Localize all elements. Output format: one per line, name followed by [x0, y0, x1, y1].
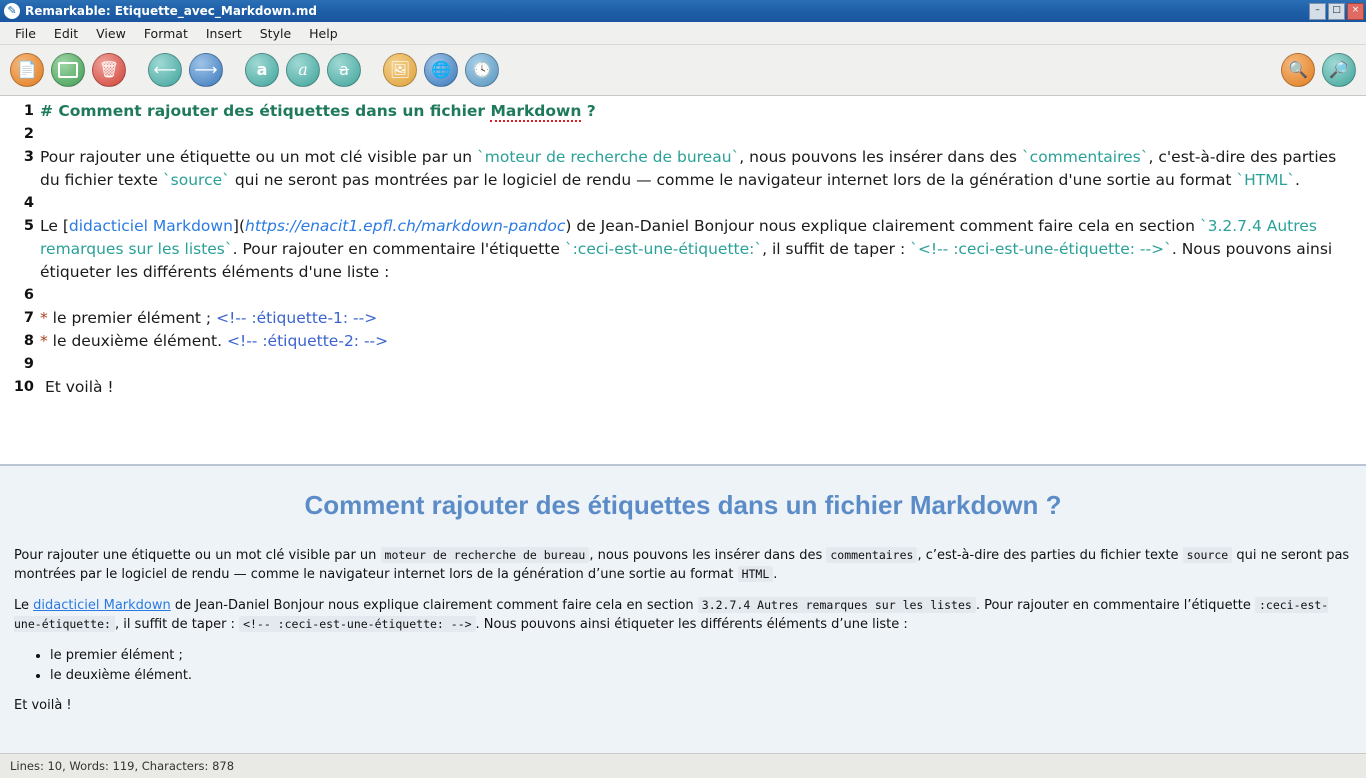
letter-a-strike-icon: a	[339, 60, 349, 79]
text-run: , c'est-à-dire des parties du fichier texte	[40, 148, 1342, 189]
line-content-6[interactable]	[40, 284, 1358, 307]
editor-line	[0, 146, 1366, 192]
close-button[interactable]: ×	[1347, 3, 1364, 20]
inline-code: :ceci-est-une-étiquette:	[14, 597, 1329, 631]
preview-list	[14, 646, 1352, 685]
editor-line	[0, 100, 1366, 123]
menu-help[interactable]: Help	[309, 25, 338, 41]
inline-code: moteur de recherche de bureau	[381, 547, 590, 563]
menu-view[interactable]: View	[96, 25, 126, 41]
text-run: .	[1295, 171, 1300, 189]
text-run: . Nous pouvons ainsi étiqueter les différents éléments d'une liste :	[40, 240, 1338, 281]
insert-image-button[interactable]	[383, 53, 417, 87]
inline-code: `HTML`	[1236, 171, 1295, 189]
line-content-7[interactable]	[40, 307, 1358, 330]
text-run: . Nous pouvons ainsi étiqueter les différents éléments d’une liste :	[475, 616, 908, 632]
line-content-9[interactable]	[40, 353, 1358, 376]
line-number: 5	[23, 218, 34, 234]
status-bar	[0, 753, 1366, 778]
heading-text: # Comment rajouter des étiquettes dans un fichier	[40, 102, 491, 120]
redo-button[interactable]	[189, 53, 223, 87]
strikethrough-button[interactable]	[327, 53, 361, 87]
menu-style[interactable]: Style	[259, 25, 292, 41]
document-icon: 📄	[17, 60, 37, 79]
preview-paragraph-2	[14, 597, 1352, 635]
toolbar	[0, 45, 1366, 96]
misspelled-word: Markdown	[490, 102, 582, 120]
text-run: de Jean-Daniel Bonjour nous explique clairement comment faire cela en section	[170, 597, 698, 613]
text-run: , il suffit de taper :	[114, 616, 240, 632]
html-comment: <!-- :étiquette-2: -->	[227, 332, 389, 350]
inline-code: `3.2.7.4 Autres remarques sur les listes`	[40, 217, 1322, 258]
editor-line	[0, 284, 1366, 307]
zoom-in-button[interactable]	[1322, 53, 1356, 87]
editor-line	[0, 307, 1366, 330]
insert-link-button[interactable]	[424, 53, 458, 87]
undo-button[interactable]	[148, 53, 182, 87]
letter-a-bold-icon: a	[256, 60, 268, 79]
html-comment: <!-- :étiquette-1: -->	[216, 309, 378, 327]
text-run: . Pour rajouter en commentaire l’étiquette	[975, 597, 1255, 613]
clock-icon: 🕓	[472, 60, 492, 79]
text-run: , nous pouvons les insérer dans des	[739, 148, 1022, 166]
text-run: . Pour rajouter en commentaire l'étiquette	[232, 240, 565, 258]
inline-code: 3.2.7.4 Autres remarques sur les listes	[698, 597, 976, 613]
delete-button[interactable]	[92, 53, 126, 87]
line-number: 3	[23, 149, 34, 165]
image-icon: 🖼	[389, 60, 411, 79]
text-run: Le [	[40, 217, 69, 235]
text-run: .	[773, 566, 778, 582]
menu-edit[interactable]: Edit	[53, 25, 79, 41]
menu-bar	[0, 22, 1366, 45]
editor-line	[0, 192, 1366, 215]
text-run: Pour rajouter une étiquette ou un mot clé visible par un	[40, 148, 478, 166]
text-run: ](	[232, 217, 246, 235]
text-run: qui ne seront pas montrées par le logiciel de rendu — comme le navigateur internet lors de la génération d'une sortie au format	[229, 171, 1237, 189]
inline-code: `<!-- :ceci-est-une-étiquette: -->`	[910, 240, 1172, 258]
bold-button[interactable]	[245, 53, 279, 87]
markdown-editor[interactable]	[0, 96, 1366, 464]
line-content-1[interactable]	[40, 100, 1358, 123]
window-title: Remarkable: Etiquette_avec_Markdown.md	[25, 4, 317, 18]
line-content-5[interactable]	[40, 215, 1358, 284]
link-url: https://enacit1.epfl.ch/markdown-pandoc	[245, 217, 566, 235]
maximize-button[interactable]: □	[1328, 3, 1345, 20]
italic-button[interactable]	[286, 53, 320, 87]
preview-paragraph-1	[14, 547, 1352, 585]
zoom-in-icon: 🔎	[1329, 60, 1349, 79]
text-run: , c’est-à-dire des parties du fichier texte	[917, 548, 1183, 563]
editor-line	[0, 123, 1366, 146]
editor-line	[0, 215, 1366, 284]
open-folder-button[interactable]	[51, 53, 85, 87]
text-run: Le	[14, 597, 34, 613]
window-controls	[1309, 3, 1364, 20]
line-number: 1	[23, 103, 34, 119]
arrow-right-icon: ⟶	[194, 60, 218, 79]
app-icon: ✎	[4, 3, 20, 19]
list-bullet: *	[40, 309, 48, 327]
editor-line	[0, 376, 1366, 399]
zoom-out-icon: 🔍	[1288, 60, 1308, 79]
new-document-button[interactable]	[10, 53, 44, 87]
inline-code: <!-- :ceci-est-une-étiquette: -->	[239, 616, 475, 632]
line-number: 10	[13, 379, 34, 395]
line-number: 9	[23, 356, 34, 372]
text-run: le deuxième élément.	[47, 332, 227, 350]
list-bullet: *	[40, 332, 48, 350]
line-content-2[interactable]	[40, 123, 1358, 146]
zoom-out-button[interactable]	[1281, 53, 1315, 87]
inline-code: commentaires	[826, 547, 917, 563]
text-run: Et voilà !	[44, 378, 114, 396]
letter-a-italic-icon: a	[298, 60, 308, 79]
text-run: , nous pouvons les insérer dans des	[589, 548, 827, 563]
menu-format[interactable]: Format	[143, 25, 188, 41]
line-number: 4	[23, 195, 34, 211]
link-label: didacticiel Markdown	[68, 217, 233, 235]
text-run: , il suffit de taper :	[762, 240, 906, 258]
line-number: 7	[23, 310, 34, 326]
title-bar	[0, 0, 1366, 22]
line-number: 2	[23, 126, 34, 142]
preview-paragraph-3: Et voilà !	[14, 698, 72, 714]
text-run: qui ne seront pas montrées par le logiciel de rendu — comme le navigateur internet lors de la génération d’une sortie au format	[14, 548, 1350, 582]
arrow-left-icon: ⟵	[153, 60, 177, 79]
trash-icon: 🗑	[98, 60, 120, 79]
text-run: Pour rajouter une étiquette ou un mot clé visible par un	[14, 548, 381, 563]
inline-code: `source`	[162, 171, 230, 189]
menu-insert[interactable]: Insert	[205, 25, 242, 41]
text-run: ) de Jean-Daniel Bonjour nous explique clairement comment faire cela en section	[565, 217, 1200, 235]
menu-file[interactable]: File	[15, 25, 36, 41]
heading-tail: ?	[581, 102, 596, 120]
line-content-10[interactable]	[40, 376, 1358, 399]
preview-link[interactable]: didacticiel Markdown	[33, 597, 171, 613]
insert-timestamp-button[interactable]	[465, 53, 499, 87]
editor-line	[0, 330, 1366, 353]
inline-code: `moteur de recherche de bureau`	[477, 148, 740, 166]
list-item: • le premier élément ;	[50, 646, 1352, 666]
window-icon	[58, 62, 78, 78]
globe-icon: 🌐	[431, 60, 451, 79]
preview-title: Comment rajouter des étiquettes dans un fichier Markdown ?	[304, 490, 1062, 520]
text-run: le premier élément ;	[47, 309, 217, 327]
editor-line	[0, 353, 1366, 376]
inline-code: source	[1183, 547, 1233, 563]
line-number: 8	[23, 333, 34, 349]
status-text: Lines: 10, Words: 119, Characters: 878	[10, 759, 235, 773]
line-content-3[interactable]	[40, 146, 1358, 192]
list-item: • le deuxième élément.	[50, 666, 1352, 686]
inline-code: `:ceci-est-une-étiquette:`	[564, 240, 763, 258]
minimize-button[interactable]: –	[1309, 3, 1326, 20]
line-content-8[interactable]	[40, 330, 1358, 353]
line-number: 6	[23, 287, 34, 303]
preview-pane[interactable]	[0, 464, 1366, 753]
inline-code: `commentaires`	[1021, 148, 1149, 166]
line-content-4[interactable]	[40, 192, 1358, 215]
inline-code: HTML	[738, 566, 774, 582]
